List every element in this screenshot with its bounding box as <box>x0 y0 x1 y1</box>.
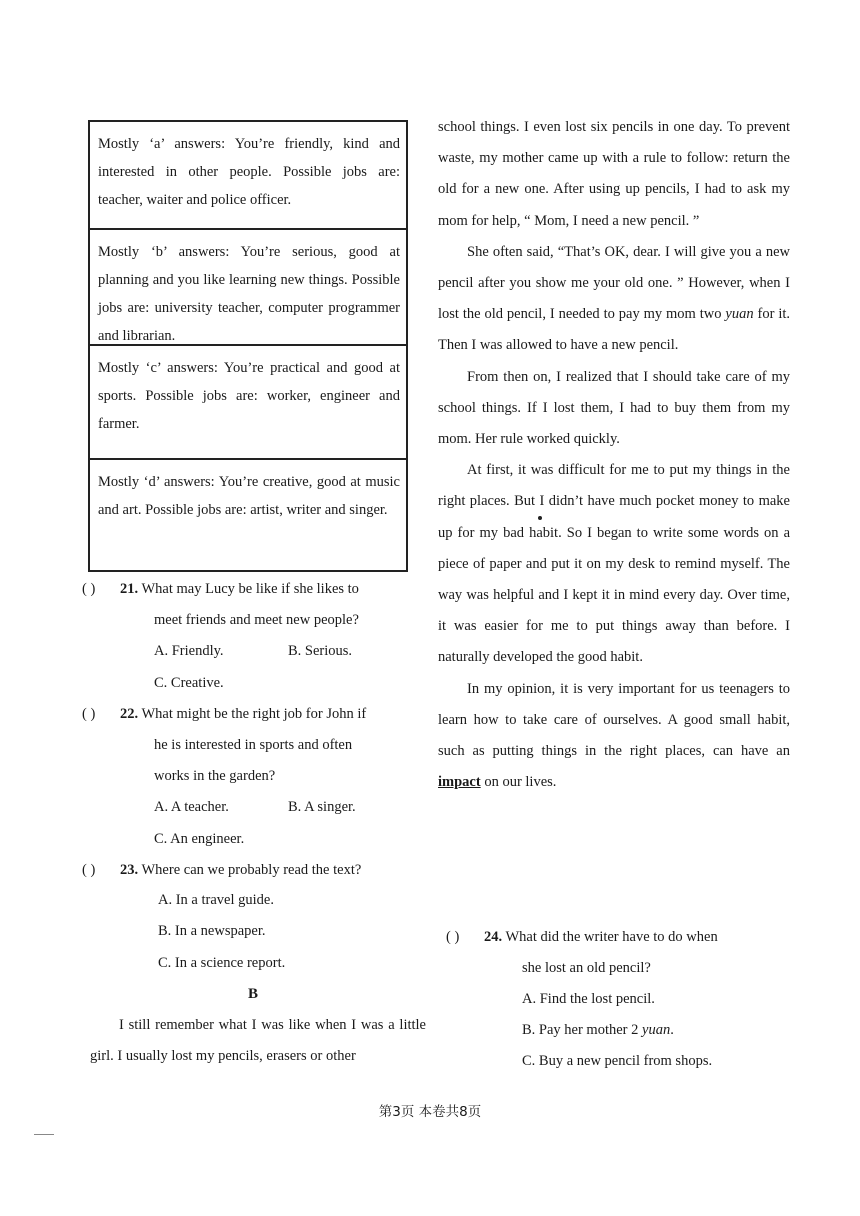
ink-dot <box>538 516 542 520</box>
question-text: What did the writer have to do when <box>505 929 718 945</box>
box-cell-b: Mostly ‘b’ answers: You’re serious, good at planning and you like learning new things. Possible jobs are: university teacher, computer programmer and librarian. <box>90 230 406 346</box>
box-cell-c: Mostly ‘c’ answers: You’re practical and good at sports. Possible jobs are: worker, engineer and farmer. <box>90 346 406 460</box>
question-number: 24. <box>484 929 503 945</box>
option-a: A. In a travel guide. <box>158 892 274 908</box>
option-c: C. In a science report. <box>158 955 286 971</box>
paragraph-2: She often said, “That’s OK, dear. I will give you a new pencil after you show me your old one. ” However, when I lost the old pencil, I needed to pay my mom two yuan for it. Then I was allowed to have a new pencil. <box>438 243 790 354</box>
paragraph-5: In my opinion, it is very important for us teenagers to learn how to take care of ourselves. A good small habit, such as putting things in the right places, can have an impact on our lives. <box>438 680 790 791</box>
option-a: A. Find the lost pencil. <box>522 991 655 1007</box>
scan-mark <box>34 1134 54 1135</box>
question-24 <box>446 922 792 953</box>
option-c: C. An engineer. <box>154 831 245 847</box>
question-text-cont: he is interested in sports and often <box>154 737 353 753</box>
passage-start: I still remember what I was like when I was a little girl. I usually lost my pencils, erasers or other <box>90 1017 426 1065</box>
option-b: B. A singer. <box>288 799 356 815</box>
question-23 <box>82 855 428 886</box>
paragraph-1: school things. I even lost six pencils in one day. To prevent waste, my mother came up with a rule to follow: return the old for a new one. After using up pencils, I had to ask my mom for help, “ Mom, I need a new pencil. ” <box>438 119 790 229</box>
option-c: C. Buy a new pencil from shops. <box>522 1053 713 1069</box>
answer-blank[interactable]: ( ) <box>446 929 460 945</box>
question-22 <box>82 699 428 730</box>
passage-continued <box>438 112 790 798</box>
question-text: What might be the right job for John if <box>141 706 367 722</box>
option-c: C. Creative. <box>154 675 224 691</box>
option-b: B. Serious. <box>288 643 353 659</box>
paragraph-4: At first, it was difficult for me to put my things in the right places. But I didn’t have much pocket money to make up for my bad habit. So I began to write some words on a piece of paper and put it on my desk to remind myself. The way was helpful and I kept it in mind every day. Over time, it was easier for me to put things away than before. I naturally developed the good habit. <box>438 462 790 666</box>
question-text-cont: she lost an old pencil? <box>522 960 651 976</box>
question-number: 21. <box>120 581 139 597</box>
box-cell-d: Mostly ‘d’ answers: You’re creative, good at music and art. Possible jobs are: artist, writer and singer. <box>98 474 400 518</box>
option-b: B. Pay her mother 2 yuan. <box>522 1022 674 1038</box>
answer-blank[interactable]: ( ) <box>82 581 96 597</box>
section-title: B <box>248 986 259 1002</box>
option-b: B. In a newspaper. <box>158 923 266 939</box>
option-a: A. Friendly. <box>154 643 224 659</box>
question-text-cont: works in the garden? <box>154 768 276 784</box>
question-text: Where can we probably read the text? <box>141 862 362 878</box>
box-cell-a: Mostly ‘a’ answers: You’re friendly, kind and interested in other people. Possible jobs are: teacher, waiter and police officer. <box>90 122 406 230</box>
answer-blank[interactable]: ( ) <box>82 706 96 722</box>
paragraph-3: From then on, I realized that I should take care of my school things. If I lost them, I had to buy them from my mom. Her rule worked quickly. <box>438 368 790 448</box>
question-21 <box>82 574 428 605</box>
option-a: A. A teacher. <box>154 799 229 815</box>
question-text-cont: meet friends and meet new people? <box>154 612 359 628</box>
question-number: 22. <box>120 706 139 722</box>
answer-blank[interactable]: ( ) <box>82 862 96 878</box>
page-footer: 第3页 本卷共8页 <box>378 1104 482 1120</box>
question-text: What may Lucy be like if she likes to <box>141 581 359 597</box>
answer-key-box <box>88 120 408 572</box>
question-number: 23. <box>120 862 139 878</box>
